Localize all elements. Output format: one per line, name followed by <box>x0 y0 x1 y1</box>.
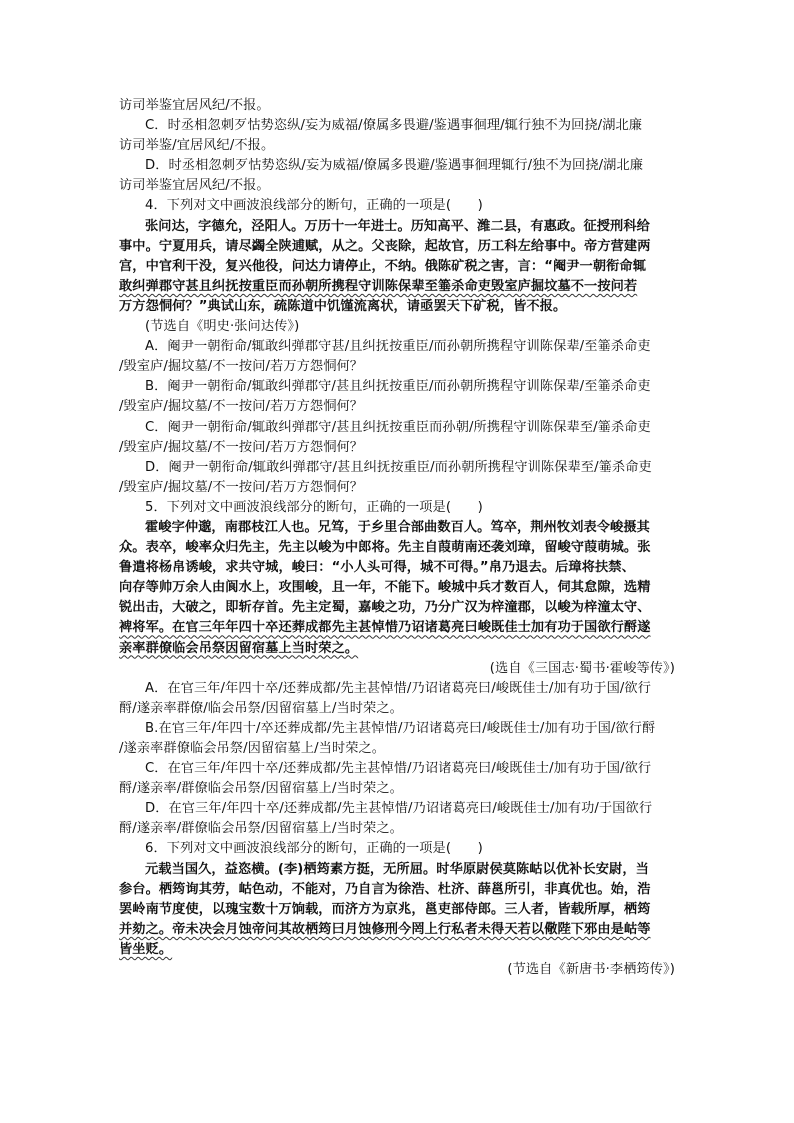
text-line: /毁室庐/掘坟墓/不一按问/若万方怨恫何？ <box>119 399 364 415</box>
question-6-prompt: 6．下列对文中画波浪线部分的断句，正确的一项是( ) <box>145 841 483 857</box>
option-d-line: D．阉尹一朝衔命/辄敢纠弹郡守/甚且纠抚按重臣/而孙朝所携程守训陈保辈至/箠杀命吏 <box>145 459 652 475</box>
wavy-underlined-passage: 敢纠弹郡守甚且纠抚按重臣而孙朝所携程守训陈保辈至箠杀命吏毁室庐掘坟墓不一按问若 <box>119 278 638 294</box>
option-c-line: C．时丞相忽刺歹怙势恣纵/妄为威福/僚属多畏避/鉴遇事徊理/辄行独不为回挠/湖北廉 <box>145 118 643 134</box>
question-5-prompt: 5．下列对文中画波浪线部分的断句，正确的一项是( ) <box>145 499 483 515</box>
text-line: /毁室庐/掘坟墓/不一按问/若万方怨恫何？ <box>119 479 364 495</box>
option-b-line: B.在官三年/年四十/卒还葬成都/先主甚悼惜/乃诏诸葛亮曰/峻既佳士/加有功于国/欲行酹 <box>145 720 656 736</box>
option-a-line: A．在官三年/年四十卒/还葬成都/先主甚悼惜/乃诏诸葛亮曰/峻既佳士/加有功于国/欲行 <box>145 680 651 696</box>
passage-line: 宫，中官利干没，复兴他役，问达力请停止，不纳。俄陈矿税之害，言：“阉尹一朝衔命辄 <box>119 258 646 274</box>
passage-line: 万方怨恫何？”典试山东，疏陈道中饥馑流离状，请亟罢天下矿税，皆不报。 <box>119 298 567 314</box>
passage-line: 罢岭南节度使，以瑰宝数十万饷载，而济方为京兆，邕吏部侍郎。三人者，皆载所厚，栖筠 <box>119 901 651 917</box>
text-line: /毁室庐/掘坟墓/不一按问/若万方怨恫何？ <box>119 439 364 455</box>
option-d-line: D．时丞相忽刺歹怙势恣纵/妄为威福/僚属多畏避/鉴遇事徊理辄行/独不为回挠/湖北廉 <box>145 158 644 174</box>
passage-line: 锐出击，大破之，即斩存首。先主定蜀，嘉峻之功，乃分广汉为梓潼郡，以峻为梓潼太守、 <box>119 600 651 616</box>
text-line: 访司举鉴/宜居风纪/不报。 <box>119 138 275 154</box>
passage-line: 元载当国久，益恣横。(李)栖筠素方挺，无所屈。时华原尉侯莫陈岵以优补长安尉，当 <box>145 861 649 877</box>
passage-line: 张问达，字德允，泾阳人。万历十一年进士。历知高平、潍二县，有惠政。征授刑科给 <box>145 218 650 234</box>
wavy-underlined-passage: 皆坐贬。 <box>119 941 173 957</box>
text-line: 酹/遂亲率/群僚临会吊祭/因留宿墓上/当时荣之。 <box>119 821 403 837</box>
passage-line: 参台。栖筠询其劳，岵色动，不能对，乃自言为徐浩、杜济、薛邕所引，非真优也。始，浩 <box>119 881 651 897</box>
document-page <box>119 96 675 980</box>
wavy-underlined-passage: 并劾之。帝未决会月蚀帝问其故栖筠曰月蚀修刑今罔上行私者未得天若以儆陛下邪由是岵等 <box>119 921 651 937</box>
option-d-line: D．在官三年/年四十卒/还葬成都/先主甚悼惜/乃诏诸葛亮曰/峻既佳士/加有功/于国欲行 <box>145 801 653 817</box>
passage-line: 众。表卒，峻率众归先主，先主以峻为中郎将。先主自葭萌南还袭刘璋，留峻守葭萌城。张 <box>119 540 651 556</box>
option-a-line: A．阉尹一朝衔命/辄敢纠弹郡守甚/且纠抚按重臣/而孙朝所携程守训陈保辈/至箠杀命吏 <box>145 339 651 355</box>
text-line: /遂亲率群僚临会吊祭/因留宿墓上/当时荣之。 <box>119 741 386 756</box>
passage-line: 霍峻字仲邈，南郡枝江人也。兄笃，于乡里合部曲数百人。笃卒，荆州牧刘表令峻摄其 <box>145 519 650 535</box>
text-line: /毁室庐/掘坟墓/不一按问/若万方怨恫何？ <box>119 359 364 375</box>
source-citation: (节选自《新唐书·李栖筠传》) <box>507 962 675 978</box>
passage-line: 鲁遣将杨帛诱峻，求共守城，峻曰：“小人头可得，城不可得。”帛乃退去。后璋将扶禁、 <box>119 560 635 576</box>
wavy-underlined-passage: 裨将军。在官三年年四十卒还葬成都先主甚悼惜乃诏诸葛亮曰峻既佳士加有功于国欲行酹遂 <box>119 620 651 636</box>
text-line: 酹/遂亲率群僚/临会吊祭/因留宿墓上/当时荣之。 <box>119 700 403 716</box>
wavy-underlined-passage: 亲率群僚临会吊祭因留宿墓上当时荣之。 <box>119 640 359 656</box>
source-citation: (选自《三国志·蜀书·霍峻等传》) <box>489 660 675 676</box>
option-c-line: C．在官三年/年四十卒/还葬成都/先主甚悼惜/乃诏诸葛亮曰/峻既佳士/加有功于国/欲行 <box>145 761 652 777</box>
text-line: 访司举鉴宜居风纪/不报。 <box>119 178 270 194</box>
option-b-line: B．阉尹一朝衔命/辄敢纠弹郡守/甚且纠抚按重臣/而孙朝所携程守训陈保辈/至箠杀命吏 <box>145 379 651 395</box>
text-line: 酹/遂亲率/群僚临会吊祭/因留宿墓上/当时荣之。 <box>119 781 403 797</box>
option-c-line: C．阉尹一朝衔命/辄敢纠弹郡守/甚且纠抚按重臣而孙朝/所携程守训陈保辈至/箠杀命吏 <box>145 419 651 435</box>
passage-line: 事中。宁夏用兵，请尽蠲全陕逋赋，从之。父丧除，起故官，历工科左给事中。帝方营建两 <box>119 238 651 254</box>
text-line: 访司举鉴宜居风纪/不报。 <box>119 98 270 113</box>
question-4-prompt: 4．下列对文中画波浪线部分的断句，正确的一项是( ) <box>145 198 483 214</box>
source-citation: (节选自《明史·张问达传》) <box>145 319 300 335</box>
passage-line: 向存等帅万余人由阆水上，攻围峻，且一年，不能下。峻城中兵才数百人，伺其怠隙，选精 <box>119 580 651 596</box>
